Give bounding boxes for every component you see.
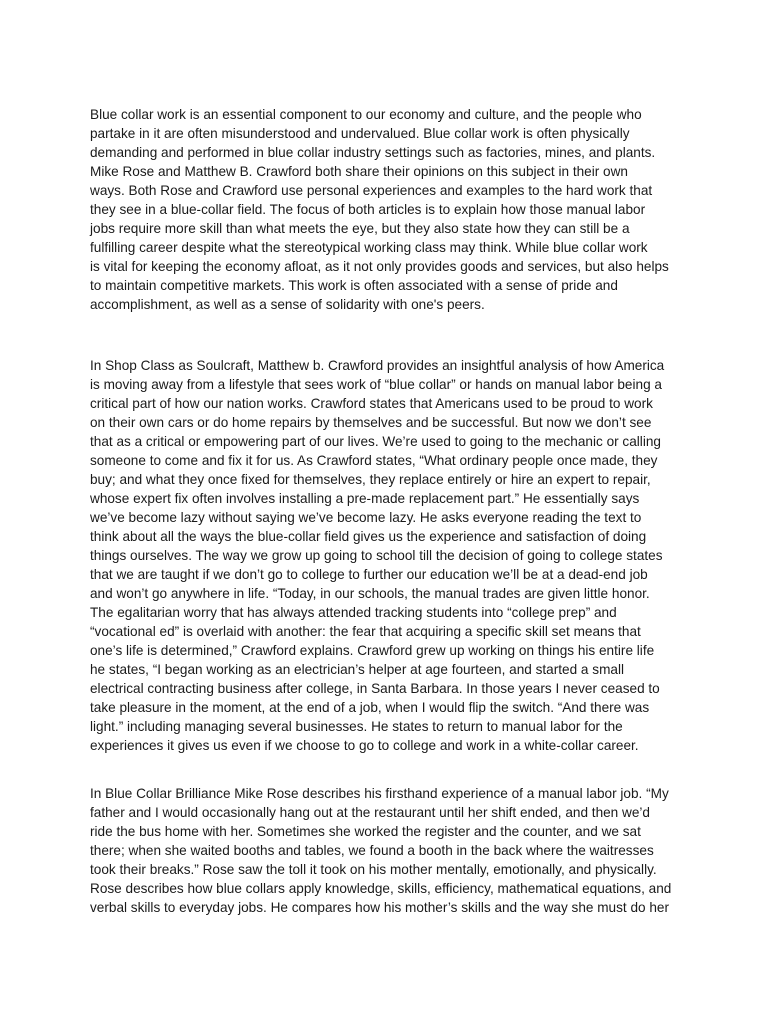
text-line: critical part of how our nation works. Crawford states that Americans used to be proud to work: [90, 396, 653, 411]
text-line: buy; and what they once fixed for themselves, they replace entirely or hire an expert to repair,: [90, 472, 651, 487]
text-line: take pleasure in the moment, at the end of a job, when I would flip the switch. “And there was: [90, 700, 650, 715]
text-line: experiences it gives us even if we choose to go to college and work in a white-collar career.: [90, 738, 639, 753]
text-line: “vocational ed” is overlaid with another: the fear that acquiring a specific skill set means that: [90, 624, 641, 639]
text-line: father and I would occasionally hang out at the restaurant until her shift ended, and then we’d: [90, 805, 650, 820]
text-line: The egalitarian worry that has always attended tracking students into “college prep” and: [90, 605, 617, 620]
paragraph-intro: [90, 105, 690, 314]
paragraph-rose: [90, 784, 690, 917]
text-line: verbal skills to everyday jobs. He compares how his mother’s skills and the way she must do her: [90, 900, 669, 915]
text-line: took their breaks.” Rose saw the toll it took on his mother mentally, emotionally, and physically.: [90, 862, 657, 877]
text-line: Blue collar work is an essential component to our economy and culture, and the people who: [90, 107, 642, 122]
text-line: jobs require more skill than what meets the eye, but they also state how they can still be a: [90, 221, 630, 236]
text-line: In Shop Class as Soulcraft, Matthew b. Crawford provides an insightful analysis of how America: [90, 358, 665, 373]
text-line: to maintain competitive markets. This work is often associated with a sense of pride and: [90, 278, 618, 293]
text-line: whose expert fix often involves installing a pre-made replacement part.” He essentially says: [90, 491, 640, 506]
text-line: on their own cars or do home repairs by themselves and be successful. But now we don’t see: [90, 415, 652, 430]
text-line: partake in it are often misunderstood and undervalued. Blue collar work is often physically: [90, 126, 630, 141]
text-line: and won’t go anywhere in life. “Today, in our schools, the manual trades are given little honor.: [90, 586, 650, 601]
text-line: we’ve become lazy without saying we’ve become lazy. He asks everyone reading the text to: [90, 510, 642, 525]
text-line: Mike Rose and Matthew B. Crawford both share their opinions on this subject in their own: [90, 164, 628, 179]
text-line: demanding and performed in blue collar industry settings such as factories, mines, and plants.: [90, 145, 656, 160]
text-line: Rose describes how blue collars apply knowledge, skills, efficiency, mathematical equations, and: [90, 881, 672, 896]
text-line: they see in a blue-collar field. The focus of both articles is to explain how those manual labor: [90, 202, 646, 217]
text-line: that as a critical or empowering part of our lives. We’re used to going to the mechanic or calling: [90, 434, 661, 449]
text-line: someone to come and fix it for us. As Crawford states, “What ordinary people once made, they: [90, 453, 658, 468]
text-line: think about all the ways the blue-collar field gives us the experience and satisfaction of doing: [90, 529, 647, 544]
text-line: is vital for keeping the economy afloat, as it not only provides goods and services, but also helps: [90, 259, 669, 274]
text-line: one’s life is determined,” Crawford explains. Crawford grew up working on things his entire life: [90, 643, 655, 658]
text-line: there; when she waited booths and tables, we found a booth in the back where the waitresses: [90, 843, 654, 858]
text-line: light.” including managing several businesses. He states to return to manual labor for the: [90, 719, 623, 734]
text-line: he states, “I began working as an electrician’s helper at age fourteen, and started a small: [90, 662, 624, 677]
text-line: ways. Both Rose and Crawford use personal experiences and examples to the hard work that: [90, 183, 653, 198]
text-line: is moving away from a lifestyle that sees work of “blue collar” or hands on manual labor being a: [90, 377, 662, 392]
text-line: accomplishment, as well as a sense of solidarity with one's peers.: [90, 297, 485, 312]
text-line: that we are taught if we don’t go to college to further our education we’ll be at a dead-end job: [90, 567, 648, 582]
text-line: fulfilling career despite what the stereotypical working class may think. While blue collar work: [90, 240, 648, 255]
text-line: ride the bus home with her. Sometimes she worked the register and the counter, and we sat: [90, 824, 641, 839]
text-line: electrical contracting business after college, in Santa Barbara. In those years I never ceased to: [90, 681, 660, 696]
paragraph-crawford: [90, 356, 690, 755]
text-line: In Blue Collar Brilliance Mike Rose describes his firsthand experience of a manual labor job. “My: [90, 786, 669, 801]
text-line: things ourselves. The way we grow up going to school till the decision of going to college states: [90, 548, 663, 563]
